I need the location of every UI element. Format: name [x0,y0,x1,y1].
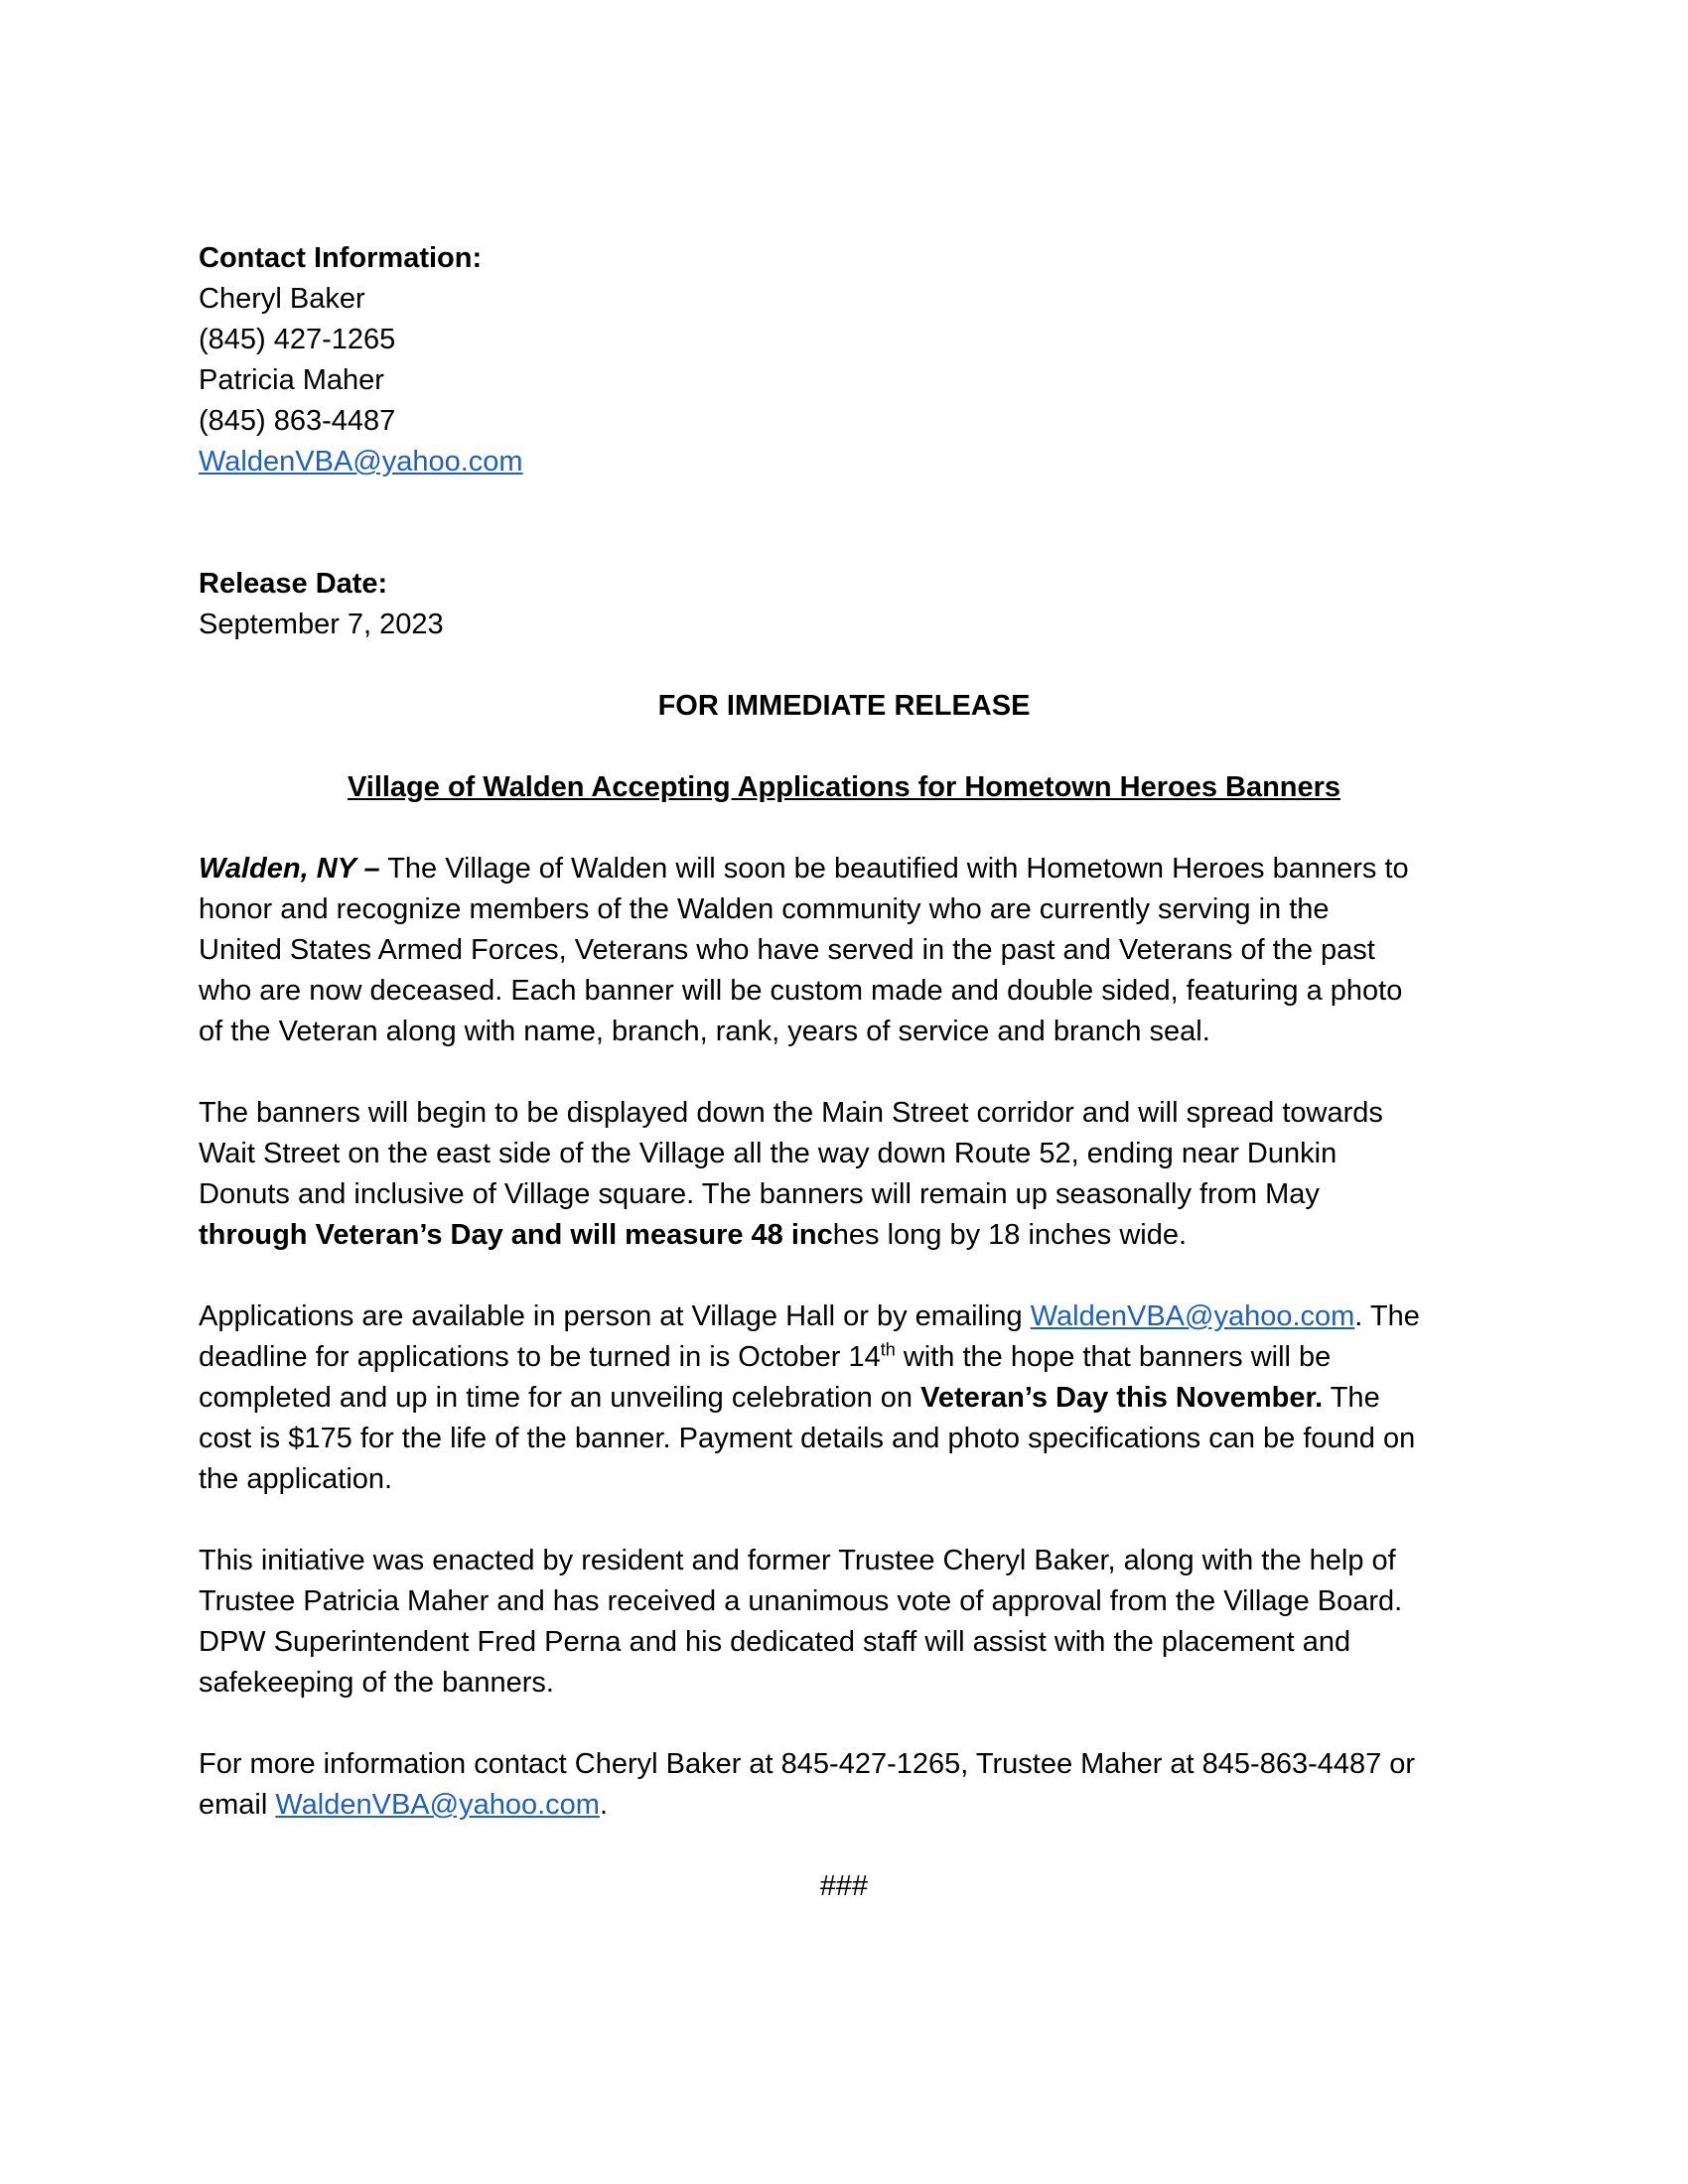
paragraph-4-line-4: safekeeping of the banners. [199,1667,554,1699]
paragraph-1-line-1 [199,849,1489,889]
paragraph-4 [199,1541,1489,1704]
immediate-release-label: FOR IMMEDIATE RELEASE [657,690,1031,722]
paragraph-5-line-2 [199,1785,1489,1826]
paragraph-3 [199,1297,1489,1500]
release-date-value: September 7, 2023 [199,609,444,640]
contact-phone-2: (845) 863-4487 [199,405,396,437]
ordinal-suffix: th [880,1339,896,1360]
paragraph-1 [199,849,1489,1052]
paragraph-2-line-3: Donuts and inclusive of Village square. The banners will remain up seasonally from May [199,1178,1320,1210]
paragraph-4-line-1: This initiative was enacted by resident and former Trustee Cheryl Baker, along with the help of [199,1545,1396,1576]
contact-block [199,238,1489,482]
release-date-block [199,564,1489,645]
paragraph-5 [199,1744,1489,1826]
paragraph-2-line-1: The banners will begin to be displayed down the Main Street corridor and will spread towards [199,1097,1383,1129]
contact-name-2: Patricia Maher [199,364,384,396]
paragraph-1-line-4: who are now deceased. Each banner will be custom made and double sided, featuring a photo [199,975,1403,1007]
press-release-page [199,238,1489,1907]
paragraph-1-line-3: United States Armed Forces, Veterans who have served in the past and Veterans of the past [199,934,1375,966]
paragraph-2 [199,1093,1489,1256]
contact-name-1: Cheryl Baker [199,283,365,315]
paragraph-2-line-2: Wait Street on the east side of the Village all the way down Route 52, ending near Dunkin [199,1138,1337,1169]
end-mark: ### [819,1870,869,1902]
paragraph-3-line-1 [199,1297,1489,1337]
paragraph-3-line-3 [199,1378,1489,1419]
paragraph-4-line-3: DPW Superintendent Fred Perna and his dedicated staff will assist with the placement and [199,1626,1351,1658]
paragraph-1-line-5: of the Veteran along with name, branch, rank, years of service and branch seal. [199,1016,1210,1047]
paragraph-3-line-2 [199,1337,1489,1378]
press-release-title: Village of Walden Accepting Applications for Hometown Heroes Banners [347,771,1341,803]
paragraph-2-bold-text: through Veteran’s Day and will measure 48 inc [199,1219,833,1251]
paragraph-3-bold-text: Veteran’s Day this November. [920,1382,1324,1414]
contact-heading: Contact Information: [199,242,483,274]
paragraph-3-text: with the hope that banners will be [895,1341,1332,1373]
paragraph-5-line-1: For more information contact Cheryl Baker at 845-427-1265, Trustee Maher at 845-863-4487 or [199,1748,1416,1780]
applications-email-link[interactable]: WaldenVBA@yahoo.com [1030,1300,1355,1332]
contact-email-link[interactable]: WaldenVBA@yahoo.com [199,446,523,478]
paragraph-4-line-2: Trustee Patricia Maher and has received a unanimous vote of approval from the Village Board. [199,1585,1403,1617]
more-info-email-link[interactable]: WaldenVBA@yahoo.com [275,1789,600,1821]
paragraph-3-text: completed and up in time for an unveiling celebration on [199,1382,921,1414]
contact-phone-1: (845) 427-1265 [199,324,396,355]
release-date-heading: Release Date: [199,568,388,600]
paragraph-1-text: The Village of Walden will soon be beautified with Hometown Heroes banners to [379,853,1409,885]
paragraph-3-text: The [1323,1382,1380,1414]
paragraph-5-text: email [199,1789,276,1821]
paragraph-3-text: . The [1354,1300,1420,1332]
paragraph-3-line-5: the application. [199,1463,393,1495]
paragraph-2-line-4 [199,1215,1489,1256]
paragraph-2-text: hes long by 18 inches wide. [832,1219,1188,1251]
paragraph-5-text: . [599,1789,608,1821]
paragraph-3-text: Applications are available in person at Village Hall or by emailing [199,1300,1031,1332]
paragraph-3-line-4: cost is $175 for the life of the banner. Payment details and photo specifications can be found on [199,1423,1416,1454]
paragraph-3-text: deadline for applications to be turned in is October 14 [199,1341,881,1373]
dateline: Walden, NY – [199,853,380,885]
paragraph-1-line-2: honor and recognize members of the Walden community who are currently serving in the [199,893,1330,925]
